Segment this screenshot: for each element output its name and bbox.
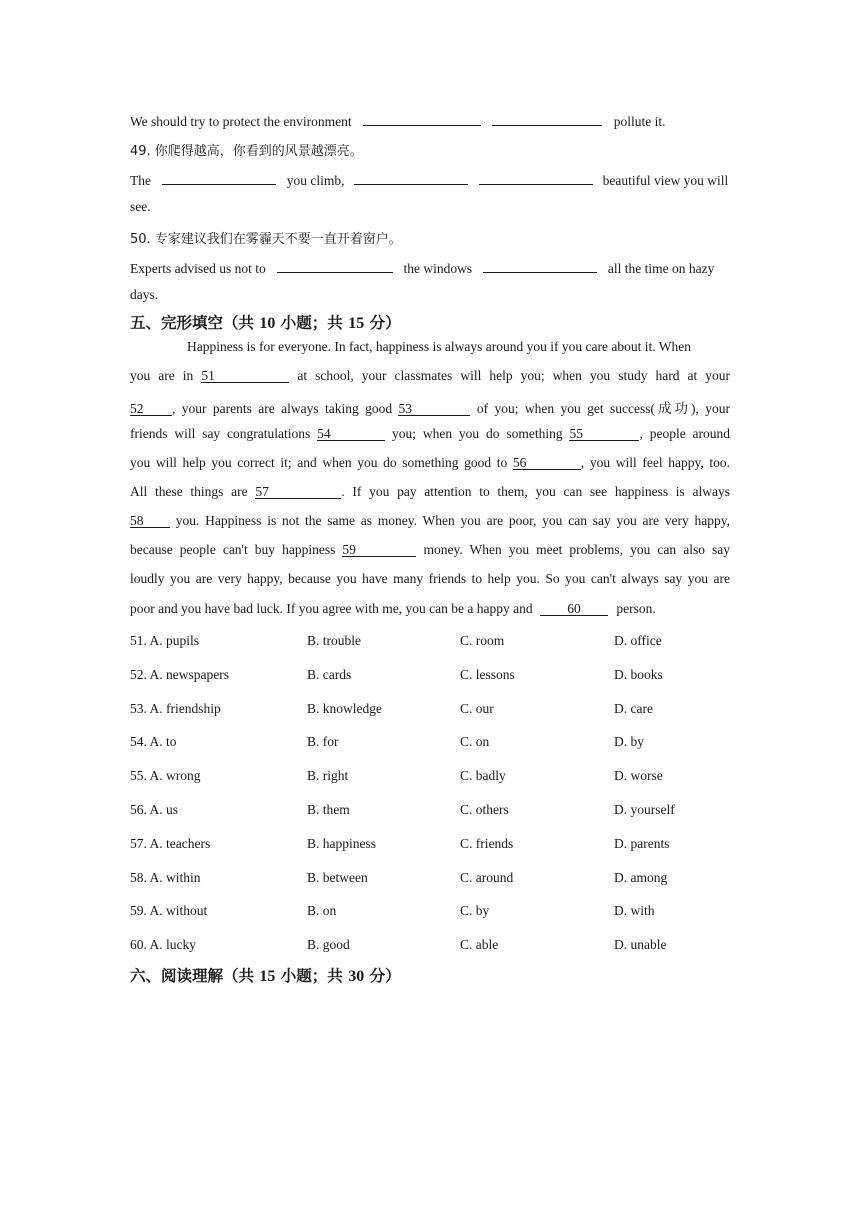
answer-blank[interactable] [363, 111, 481, 126]
option-choice[interactable]: B. trouble [307, 633, 361, 648]
passage-line: All these things are 57 . If you pay attention to them, you can see happiness is always [130, 484, 731, 499]
option-choice[interactable]: C. others [460, 802, 509, 817]
q48-text-post: pollute it. [613, 114, 666, 129]
blank-59[interactable]: 59 [342, 542, 416, 557]
q50-word: all the time on hazy [607, 261, 715, 276]
answer-blank[interactable] [483, 258, 597, 273]
option-row [130, 734, 730, 752]
blank-55[interactable]: 55 [569, 426, 639, 441]
answer-blank[interactable] [162, 170, 276, 185]
section-six-title: 六、阅读理解（共 15 小题；共 30 分） [130, 967, 401, 985]
q49-word: beautiful view you will [602, 173, 729, 188]
passage-line: you are in 51 at school, your classmates will help you; when you study hard at your [130, 368, 731, 383]
option-choice[interactable]: 53. A. friendship [130, 700, 221, 716]
option-row [130, 903, 730, 921]
passage-line: you will help you correct it; and when you do something good to 56 , you will feel happy, too. [130, 455, 731, 470]
option-choice[interactable]: B. cards [307, 666, 352, 682]
q49-prompt: 49. 你爬得越高，你看到的风景越漂亮。 [130, 144, 363, 159]
option-choice[interactable]: D. yourself [614, 802, 675, 817]
answer-blank[interactable] [479, 170, 593, 185]
q50-line [130, 258, 730, 277]
option-row [130, 937, 730, 955]
option-choice[interactable]: B. between [307, 869, 368, 885]
option-choice[interactable]: D. among [614, 869, 668, 885]
option-choice[interactable]: 51. A. pupils [130, 633, 200, 648]
passage-line: because people can't buy happiness 59 money. When you meet problems, you can also say [130, 542, 731, 557]
option-row [130, 870, 730, 888]
option-choice[interactable]: B. right [307, 768, 349, 784]
option-choice[interactable]: 58. A. within [130, 869, 201, 885]
option-choice[interactable]: B. for [307, 734, 339, 750]
q48-line [130, 111, 730, 130]
blank-57[interactable]: 57 [255, 484, 341, 499]
option-choice[interactable]: 56. A. us [130, 802, 179, 817]
blank-52[interactable]: 52 [130, 401, 172, 416]
answer-blank[interactable] [277, 258, 393, 273]
option-choice[interactable]: D. worse [614, 768, 663, 784]
option-choice[interactable]: 59. A. without [130, 903, 208, 919]
q50-prompt: 50. 专家建议我们在雾霾天不要一直开着窗户。 [130, 232, 402, 247]
option-row [130, 701, 730, 719]
option-choice[interactable]: B. happiness [307, 835, 376, 851]
option-choice[interactable]: C. by [460, 903, 490, 919]
q50-word: the windows [403, 261, 473, 276]
q49-line [130, 170, 730, 189]
option-choice[interactable]: 55. A. wrong [130, 768, 201, 784]
option-choice[interactable]: B. them [307, 802, 350, 817]
option-choice[interactable]: C. around [460, 869, 514, 885]
option-choice[interactable]: 54. A. to [130, 734, 177, 750]
blank-51[interactable]: 51 [201, 368, 289, 383]
option-choice[interactable]: D. parents [614, 835, 670, 851]
option-choice[interactable]: B. on [307, 903, 337, 919]
q48-text-pre: We should try to protect the environment [130, 114, 352, 129]
option-choice[interactable]: C. badly [460, 768, 506, 784]
q49-word: The [130, 173, 151, 188]
answer-blank[interactable] [492, 111, 602, 126]
option-choice[interactable]: C. room [460, 633, 505, 648]
blank-56[interactable]: 56 [513, 455, 581, 470]
option-choice[interactable]: D. care [614, 700, 653, 716]
option-choice[interactable]: C. our [460, 700, 494, 716]
option-row [130, 802, 730, 820]
section-five-title: 五、完形填空（共 10 小题；共 15 分） [130, 314, 401, 332]
option-row [130, 633, 730, 651]
option-choice[interactable]: B. knowledge [307, 700, 382, 716]
option-choice[interactable]: C. able [460, 937, 499, 953]
q50-word: days. [130, 287, 159, 302]
option-choice[interactable]: C. on [460, 734, 490, 750]
passage-line: 52 , your parents are always taking good 53 of you; when you get success(成功), your [130, 401, 730, 416]
passage-line: loudly you are very happy, because you have many friends to help you. So you can't always say you are [130, 571, 730, 586]
option-choice[interactable]: B. good [307, 937, 350, 953]
option-row [130, 667, 730, 685]
q50-word: Experts advised us not to [130, 261, 266, 276]
option-choice[interactable]: 52. A. newspapers [130, 666, 229, 682]
option-choice[interactable]: C. lessons [460, 666, 515, 682]
option-choice[interactable]: C. friends [460, 835, 514, 851]
option-choice[interactable]: 57. A. teachers [130, 835, 211, 851]
blank-60[interactable]: 60 [540, 601, 608, 616]
option-choice[interactable]: D. unable [614, 937, 667, 953]
option-choice[interactable]: D. by [614, 734, 644, 750]
answer-blank[interactable] [354, 170, 468, 185]
q49-word: see. [130, 199, 151, 214]
q49-word: you climb, [286, 173, 345, 188]
option-choice[interactable]: 60. A. lucky [130, 937, 196, 953]
option-row [130, 836, 730, 854]
passage-line: Happiness is for everyone. In fact, happiness is always around you if you care about it. When [187, 339, 691, 354]
passage-line: 58 you. Happiness is not the same as money. When you are poor, you can say you are very happy, [130, 513, 731, 528]
blank-58[interactable]: 58 [130, 513, 170, 528]
option-row [130, 768, 730, 786]
blank-54[interactable]: 54 [317, 426, 385, 441]
blank-53[interactable]: 53 [398, 401, 470, 416]
option-choice[interactable]: D. books [614, 666, 663, 682]
passage-line: friends will say congratulations 54 you; when you do something 55 , people around [130, 426, 731, 441]
passage-line: poor and you have bad luck. If you agree with me, you can be a happy and 60 person. [130, 601, 656, 616]
option-choice[interactable]: D. with [614, 903, 655, 919]
option-choice[interactable]: D. office [614, 633, 662, 648]
